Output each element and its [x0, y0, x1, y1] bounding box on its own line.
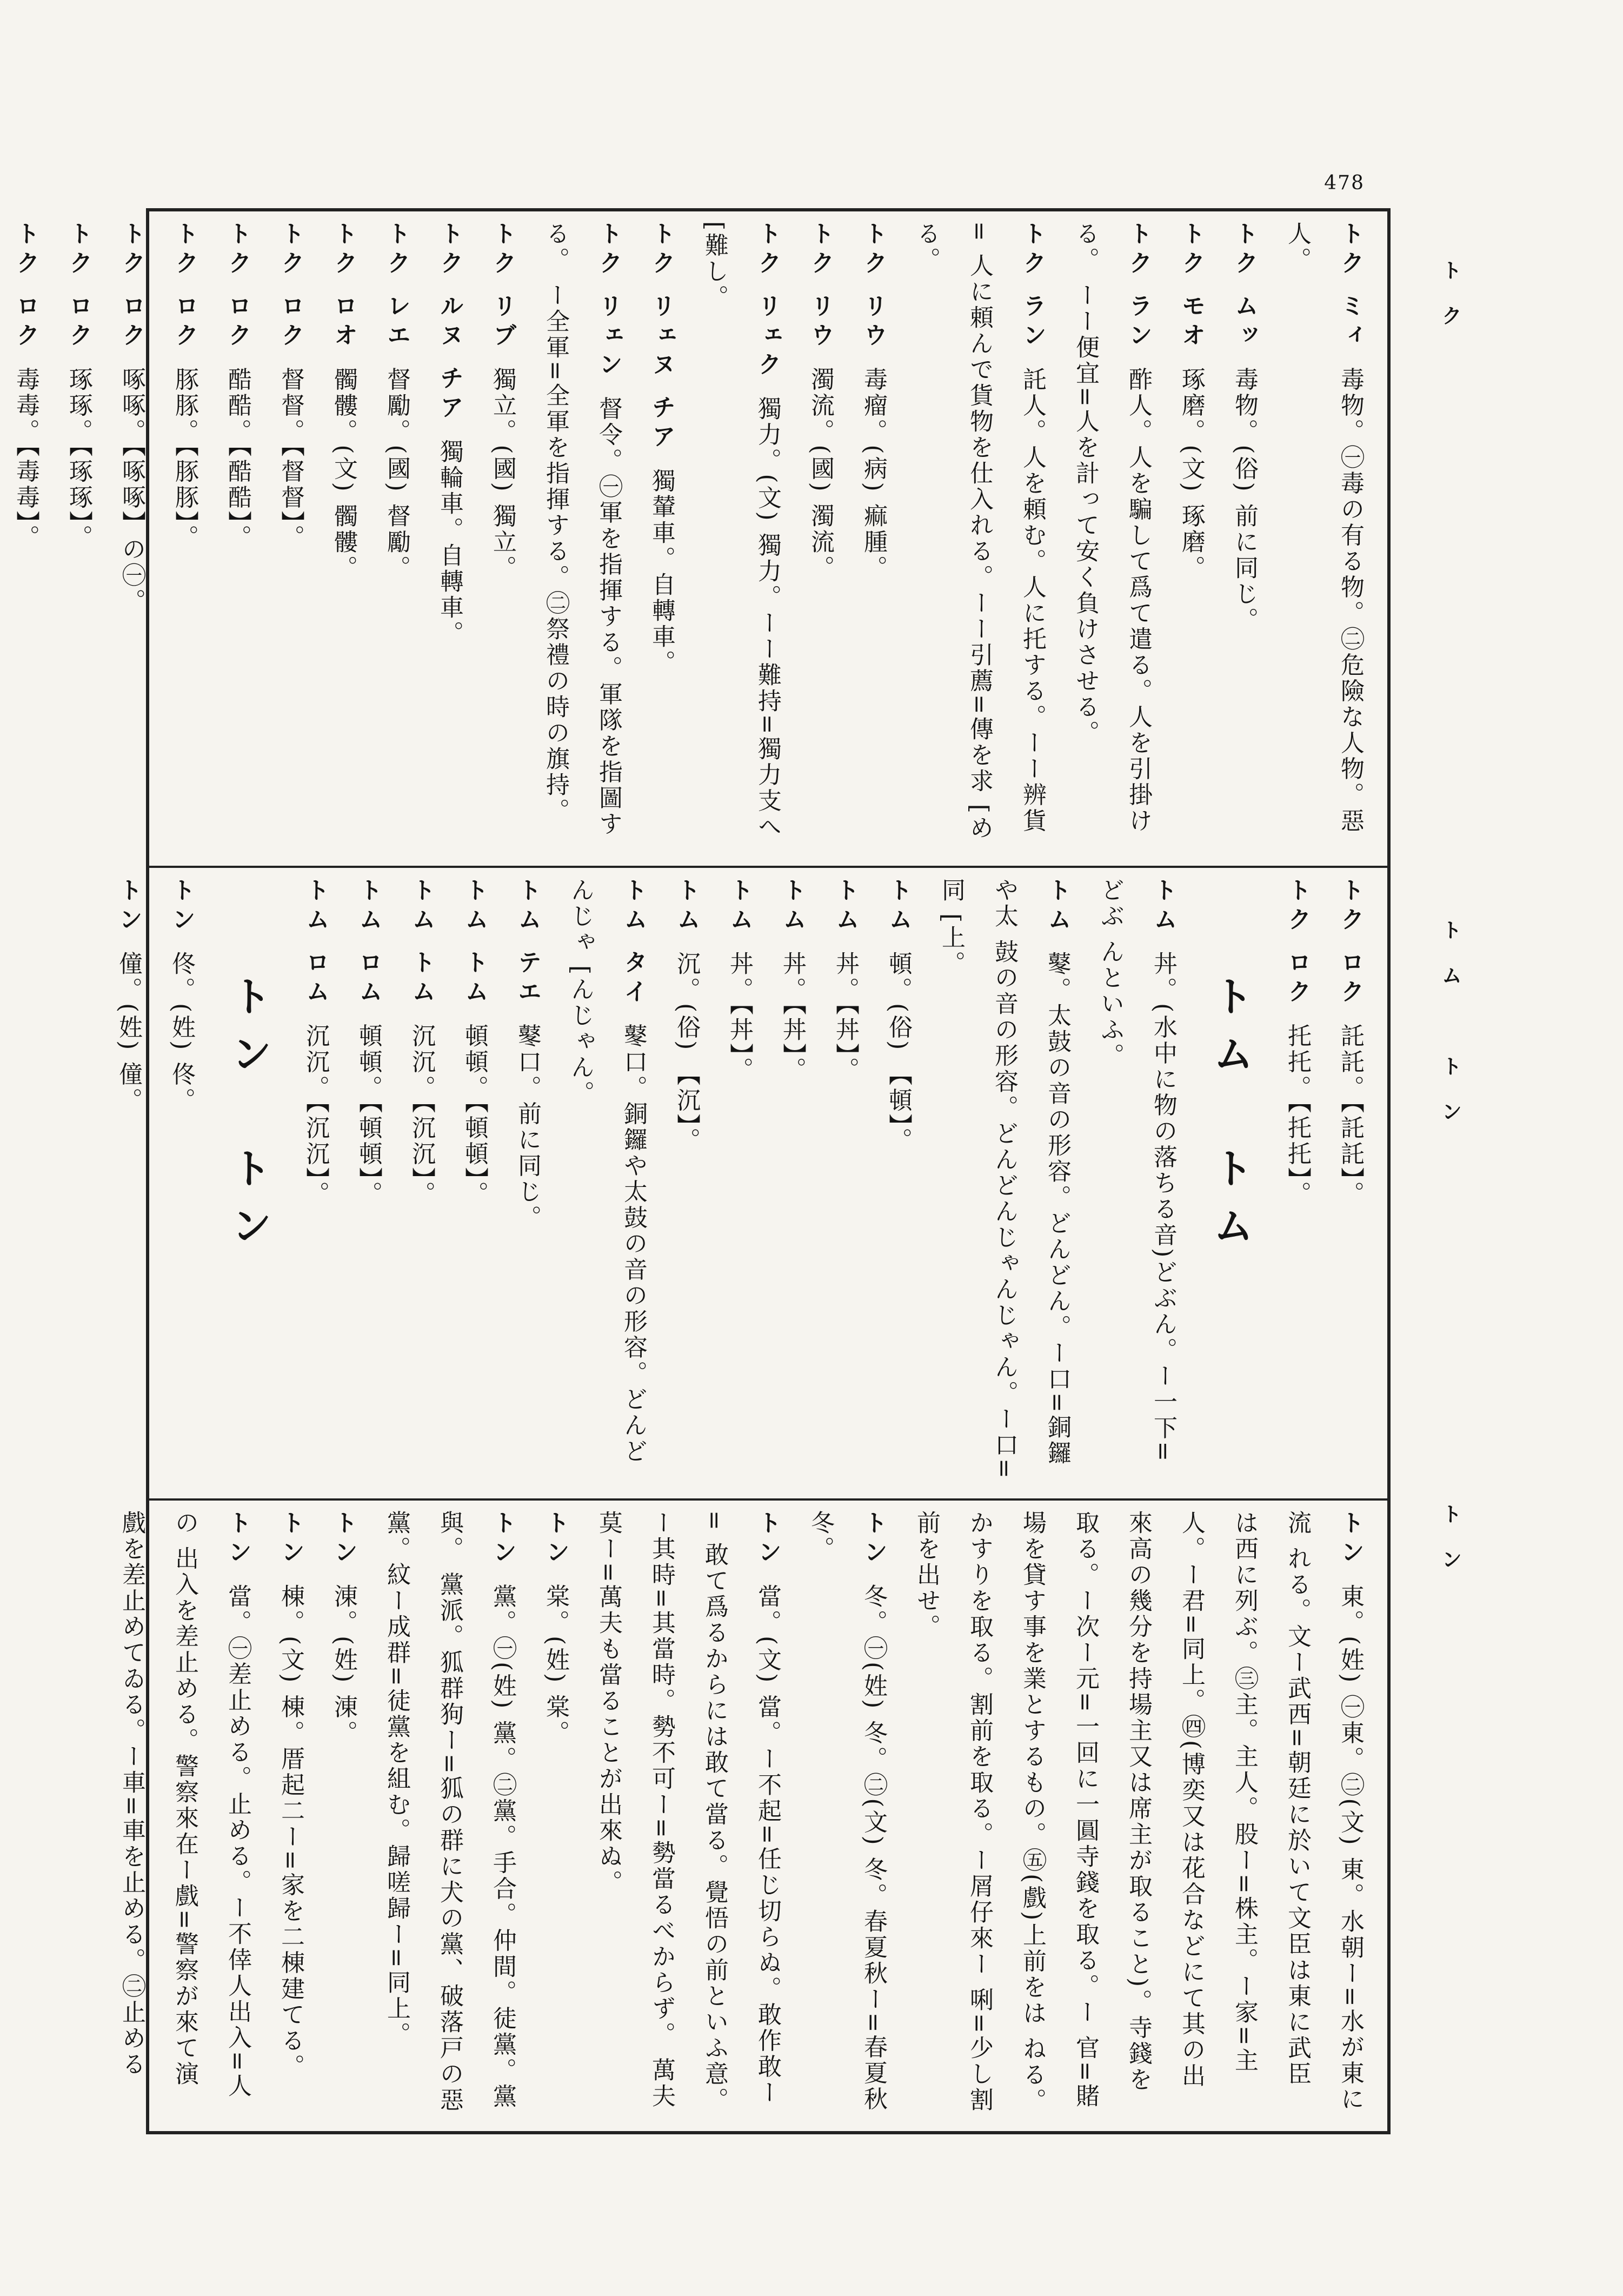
entry-definition: 丼。【丼】。	[726, 951, 753, 1083]
entry-definition: 托托。【托托】。	[1283, 1023, 1311, 1207]
entry-definition: 督勵。(國) 督勵。	[383, 367, 410, 581]
entry-reading: トク リウ	[807, 221, 834, 352]
entry-definition: 冬。㊀(姓) 冬。㊁(文) 冬。春夏秋ー=春夏秋冬。	[807, 1510, 887, 2113]
entry-definition: 沉沉。【沉沉】。	[408, 1023, 435, 1207]
dictionary-entry	[872, 878, 924, 1489]
side-index-label-1: トク	[1438, 260, 1462, 350]
entry-definition: 獨立。(國) 獨立。	[489, 367, 516, 581]
entry-definition: 當。(文) 當。ー不起=任じ切らぬ。敢作敢ー= 敢て爲るからには敢て當る。覺悟の前といふ意。 ー其時=其當時。勢不可ー=勢當るべからず。 萬夫莫ー=萬夫も當ることが出來ぬ。	[595, 1510, 781, 2113]
entry-definition: 督令。㊀軍を指揮する。軍隊を指圖する。 ー全軍=全軍を指揮する。㊁祭禮の時の旗持。	[542, 221, 622, 838]
entry-reading: トン	[168, 878, 195, 936]
dictionary-entry	[370, 1510, 529, 2121]
entry-definition: 頓頓。【頓頓】。	[355, 1023, 382, 1207]
entry-reading: トク ロク	[277, 221, 304, 352]
band-entries	[12, 221, 1376, 856]
entry-reading: トク リェク	[754, 221, 781, 381]
entry-definition: 琢琢。【琢琢】。	[65, 367, 92, 551]
dictionary-entry	[1323, 878, 1376, 1489]
dictionary-entry	[317, 221, 370, 856]
dictionary-entry	[501, 878, 554, 1489]
dictionary-entry	[264, 221, 317, 856]
entry-reading: トム	[1043, 878, 1071, 936]
entry-reading: トム	[726, 878, 753, 936]
dictionary-entry	[158, 221, 211, 856]
dictionary-entry	[1165, 221, 1218, 856]
entry-reading: トク ロク	[118, 221, 145, 352]
entry-reading: トン	[860, 1510, 887, 1569]
entry-reading: トク ロク	[1283, 878, 1311, 1008]
dictionary-entry	[342, 878, 395, 1489]
dictionary-entry	[794, 1510, 900, 2121]
entry-definition: 黨。㊀(姓) 黨。㊁黨。手合。仲間。徒黨。黨與。 黨派。狐群狗ー=狐の群に犬の黨、破落戸の惡 黨。紋ー成群=徒黨を組む。歸嗟歸ー=同上。	[383, 1510, 516, 2113]
entry-reading: トン	[330, 1510, 357, 1569]
dictionary-entry	[766, 878, 819, 1489]
entry-reading: トク モオ	[1178, 221, 1205, 352]
dictionary-entry	[794, 221, 847, 856]
entry-definition: 濁流。(國) 濁流。	[807, 367, 834, 581]
entry-definition: 沉沉。【沉沉】。	[302, 1023, 329, 1207]
dictionary-entry	[264, 1510, 317, 2121]
entry-definition: 啄啄。【啄啄】の㊀。	[118, 367, 145, 615]
entry-reading: トン	[277, 1510, 304, 1569]
entry-reading: トム トム	[461, 878, 488, 1008]
dictionary-entry	[924, 878, 1083, 1489]
entry-definition: 督督。【督督】。	[277, 367, 304, 551]
side-index-label-2: トム トン	[1438, 919, 1462, 1146]
entry-definition: 丼。【丼】。	[832, 951, 859, 1083]
dictionary-entry	[370, 221, 423, 856]
entry-reading: トム テエ	[514, 878, 541, 1008]
entry-definition: 頓頓。【頓頓】。	[461, 1023, 488, 1207]
entry-reading: トク ロオ	[330, 221, 357, 352]
dictionary-entry	[660, 878, 713, 1489]
entry-reading: トク ロク	[224, 221, 251, 352]
entry-reading: トク ラン	[1019, 221, 1046, 352]
dictionary-entry	[102, 878, 155, 1489]
entry-definition: 棟。(文) 棟。厝起二ー=家を二棟建てる。	[277, 1584, 304, 2080]
entry-reading: トン	[224, 1510, 251, 1569]
entry-definition: 鼕口。銅鑼や太鼓の音の形容。どんどんじゃ [んじゃん。	[567, 878, 647, 1465]
entry-reading: トム	[1149, 878, 1177, 936]
entry-reading: トク リェヌ チア	[648, 221, 675, 453]
dictionary-band-top	[12, 211, 1387, 868]
dictionary-entry	[847, 221, 900, 856]
entry-reading: トク ロク	[171, 221, 198, 352]
entry-reading: トン	[1336, 1510, 1364, 1569]
entry-reading: トン	[542, 1510, 569, 1569]
dictionary-entry	[211, 221, 264, 856]
dictionary-entry	[395, 878, 448, 1489]
entry-reading: トム	[673, 878, 700, 936]
entry-reading: トク レエ	[383, 221, 410, 352]
entry-definition: 毒瘤。(病) 痲腫。	[860, 367, 887, 581]
dictionary-entry	[52, 221, 105, 856]
entry-definition: 佟。(姓) 佟。	[168, 951, 195, 1114]
band-entries	[115, 878, 1376, 1489]
dictionary-entry	[1083, 878, 1189, 1489]
entry-reading: トク リェン	[595, 221, 622, 381]
dictionary-entry	[289, 878, 342, 1489]
entry-reading: トム ロム	[302, 878, 329, 1008]
dictionary-band-middle	[115, 868, 1387, 1501]
section-heading: トム トム	[1206, 975, 1254, 1262]
entry-reading: トク ミィ	[1336, 221, 1364, 352]
dictionary-entry	[713, 878, 766, 1489]
entry-definition: 丼。【丼】。	[779, 951, 806, 1083]
entry-reading: トク ラン	[1125, 221, 1152, 352]
dictionary-entry	[155, 878, 208, 1489]
entry-definition: 獨力。(文) 獨力。ーー難持=獨力支へ [難し。	[701, 221, 781, 840]
entry-reading: トム タイ	[620, 878, 647, 1008]
entry-definition: 豚豚。【豚豚】。	[171, 367, 198, 551]
dictionary-entry	[819, 878, 872, 1489]
dictionary-entry	[0, 221, 52, 856]
entry-reading: トク ロク	[65, 221, 92, 352]
entry-definition: 東。(姓) ㊀東。㊁(文) 東。水朝ー=水が東に流 れる。文ー武西=朝廷に於いて文臣は東に武臣 は西に列ぶ。㊂主。主人。股ー=株主。ー家=主 人。ー君=同上。㊃(博奕又は花合などにて其の出 來高の幾分を持場主又は席主が取ること)。寺錢を 取る。ー次ー元=一回に一圓寺錢を取る。ー 官=賭場を貸す事を業とするもの。㊄(戲)上前をは ねる。かすりを取る。割前を取る。ー屑仔來ー 唎=少し割前を出せ。	[913, 1510, 1364, 2114]
dictionary-entry	[105, 221, 158, 856]
dictionary-entry	[317, 1510, 370, 2121]
entry-reading: トン	[489, 1510, 516, 1569]
entry-reading: トム	[779, 878, 806, 936]
entry-reading: トン	[754, 1510, 781, 1569]
entry-definition: 琢磨。(文) 琢磨。	[1178, 367, 1205, 581]
dictionary-entry	[582, 1510, 794, 2121]
entry-definition: 鼕。太鼓の音の形容。どんどん。ー口=銅鑼や太 鼓の音の形容。どんどんじゃんじゃん。ー口=同 [上。	[937, 878, 1071, 1481]
entry-definition: 當。㊀差止める。止める。ー不倖人出入=人の 出入を差止める。警察來在ー戲=警察が來て演 戲を差止めてゐる。ー車=車を止める。㊁止める	[118, 1510, 251, 2099]
entry-reading: トム	[884, 878, 912, 936]
entry-definition: 獨輪車。自轉車。	[436, 439, 463, 647]
dictionary-entry	[635, 221, 688, 856]
entry-reading: トム トム	[408, 878, 435, 1008]
dictionary-entry	[900, 221, 1059, 856]
dictionary-entry	[448, 878, 501, 1489]
entry-reading: トク ロク	[1336, 878, 1364, 1008]
entry-definition: 丼。(水中に物の落ちる音)どぶん。ー一下=どぶ んといふ。	[1096, 878, 1177, 1464]
dictionary-page-frame	[12, 208, 1391, 2134]
dictionary-entry	[1271, 221, 1376, 856]
entry-reading: トク リブ	[489, 221, 516, 352]
entry-reading: トム ロム	[355, 878, 382, 1008]
side-index-label-3: トン	[1438, 1503, 1462, 1594]
entry-reading: トン	[115, 878, 142, 936]
section-heading: トン トン	[224, 975, 272, 1262]
band-entries	[118, 1510, 1376, 2121]
entry-definition: 髑髏。(文) 髑髏。	[330, 367, 357, 581]
entry-reading: トク ムッ	[1230, 221, 1258, 352]
dictionary-entry	[1271, 878, 1323, 1489]
dictionary-entry	[529, 1510, 582, 2121]
entry-definition: 僮。(姓) 僮。	[115, 951, 142, 1114]
page-number: 478	[1324, 172, 1365, 194]
entry-definition: 沉。(俗) 【沉】。	[673, 951, 700, 1154]
dictionary-entry	[1218, 221, 1271, 856]
entry-definition: 棠。(姓) 棠。	[542, 1584, 569, 1747]
entry-reading: トム	[832, 878, 859, 936]
entry-reading: トク ルヌ チア	[436, 221, 463, 424]
entry-definition: 毒物。㊀毒の有る物。㊁危險な人物。惡人。	[1283, 221, 1364, 834]
entry-definition: 託託。【託託】。	[1336, 1023, 1364, 1207]
entry-definition: 涷。(姓) 涷。	[330, 1584, 357, 1747]
dictionary-entry	[423, 221, 476, 856]
entry-reading: トク ロク	[12, 221, 39, 352]
entry-definition: 獨輦車。自轉車。	[648, 468, 675, 676]
entry-definition: 酢人。人を騙して爲て遣る。人を引掛ける。 ーー便宜=人を計って安く負けさせる。	[1072, 221, 1152, 834]
entry-definition: 鼕口。前に同じ。	[514, 1023, 541, 1231]
entry-definition: 頓。(俗) 【頓】。	[884, 951, 912, 1154]
entry-reading: トク リウ	[860, 221, 887, 352]
dictionary-entry	[554, 878, 660, 1489]
entry-definition: 酷酷。【酷酷】。	[224, 367, 251, 551]
entry-definition: 毒毒。【毒毒】。	[12, 367, 39, 551]
dictionary-band-bottom	[118, 1501, 1387, 2131]
dictionary-entry	[105, 1510, 264, 2121]
dictionary-entry	[688, 221, 794, 856]
dictionary-entry	[476, 221, 529, 856]
entry-definition: 託人。人を頼む。人に托する。ーー辨貨= 人に頼んで貨物を仕入れる。ーー引薦=傳を求 [める。	[913, 221, 1046, 841]
dictionary-entry	[900, 1510, 1376, 2121]
dictionary-entry	[1059, 221, 1165, 856]
entry-definition: 毒物。(俗) 前に同じ。	[1230, 367, 1258, 633]
dictionary-entry	[529, 221, 635, 856]
